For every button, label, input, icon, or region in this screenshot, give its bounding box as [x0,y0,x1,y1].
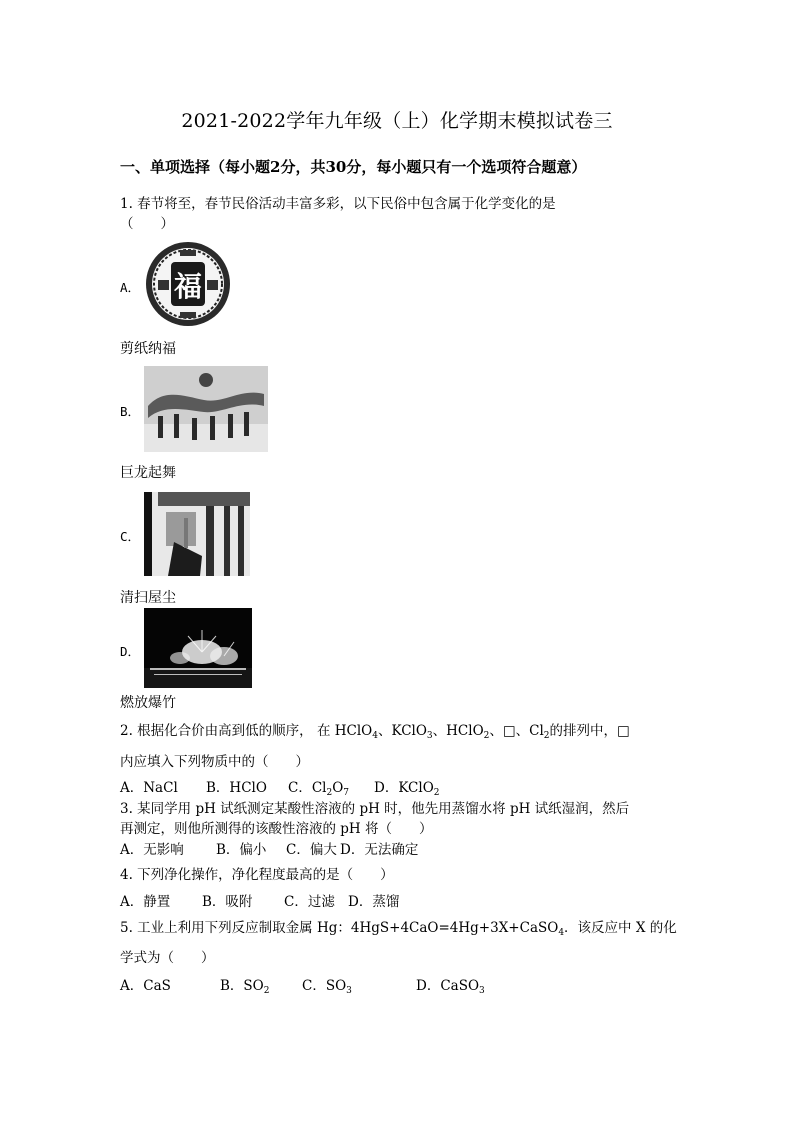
q5-option-a: A．CaS [120,978,171,994]
dragon-dance-photo [144,366,268,452]
q5-option-c: C．$SO_3$ [302,978,352,996]
q1-stem: 1. 春节将至，春节民俗活动丰富多彩，以下民俗中包含属于化学变化的是 [120,196,556,212]
section-heading: 一、单项选择（每小题2分，共30分，每小题只有一个选项符合题意） [120,158,587,176]
q5-line2: 学式为（ ） [120,950,215,966]
q2-options [120,776,440,796]
q1-option-d-letter: D． [120,644,141,659]
q5-line1: 5. 工业上利用下列反应制取金属 Hg：4HgS+4CaO=4Hg+3X+CaSO$_4$．该反应中 X 的化 [120,920,677,938]
fireworks-photo [144,608,252,688]
q4-options [120,890,399,910]
q1-option-a-caption: 剪纸纳福 [120,341,176,357]
q1-answer-paren: （ ） [120,216,174,232]
paper-cut-fu-icon [144,240,232,328]
q2-option-d: D．KClO$_2$ [374,780,440,798]
q1-option-c-letter: C． [120,529,141,544]
q2-line1: 2. 根据化合价由高到低的顺序， 在 HClO$_4$、KClO$_3$、HClO$_2$、□、$Cl_2$的排列中，□ [120,723,630,741]
q1-option-c-caption: 清扫屋尘 [120,590,176,606]
q4-option-a: A．静置 [120,894,171,910]
q3-option-b: B．偏小 [216,842,267,858]
q3-line1: 3. 某同学用 pH 试纸测定某酸性溶液的 pH 时，他先用蒸馏水将 pH 试纸湿润，然后 [120,801,630,817]
q2-option-a: A．NaCl [120,780,178,796]
q1-option-b-caption: 巨龙起舞 [120,465,176,481]
q3-options [120,838,418,858]
q5-option-b: B．$SO_2$ [220,978,270,996]
q2-option-b: B．HClO [206,780,267,796]
q3-option-a: A．无影响 [120,842,184,858]
q1-option-a-letter: A． [120,280,141,295]
q2-line2: 内应填入下列物质中的（ ） [120,754,309,770]
q3-line2: 再测定，则他所测得的该酸性溶液的 pH 将（ ） [120,821,433,837]
q1-option-b-letter: B． [120,404,141,419]
q4-line1: 4. 下列净化操作，净化程度最高的是（ ） [120,867,394,883]
q1-option-d-caption: 燃放爆竹 [120,695,176,711]
page-title: 2021-2022学年九年级（上）化学期末模拟试卷三 [181,110,613,132]
q3-option-c: C．偏大 [286,842,337,858]
fu-character: 福 [173,270,203,303]
q5-options [120,974,485,994]
q4-option-c: C．过滤 [284,894,335,910]
q5-option-d: D．CaSO$_3$ [416,978,485,996]
q2-option-c: C．$Cl_2O_7$ [288,780,350,798]
q3-option-d: D．无法确定 [340,842,419,858]
sweeping-dust-photo [144,492,250,576]
q4-option-d: D．蒸馏 [348,894,400,910]
q4-option-b: B．吸附 [202,894,253,910]
